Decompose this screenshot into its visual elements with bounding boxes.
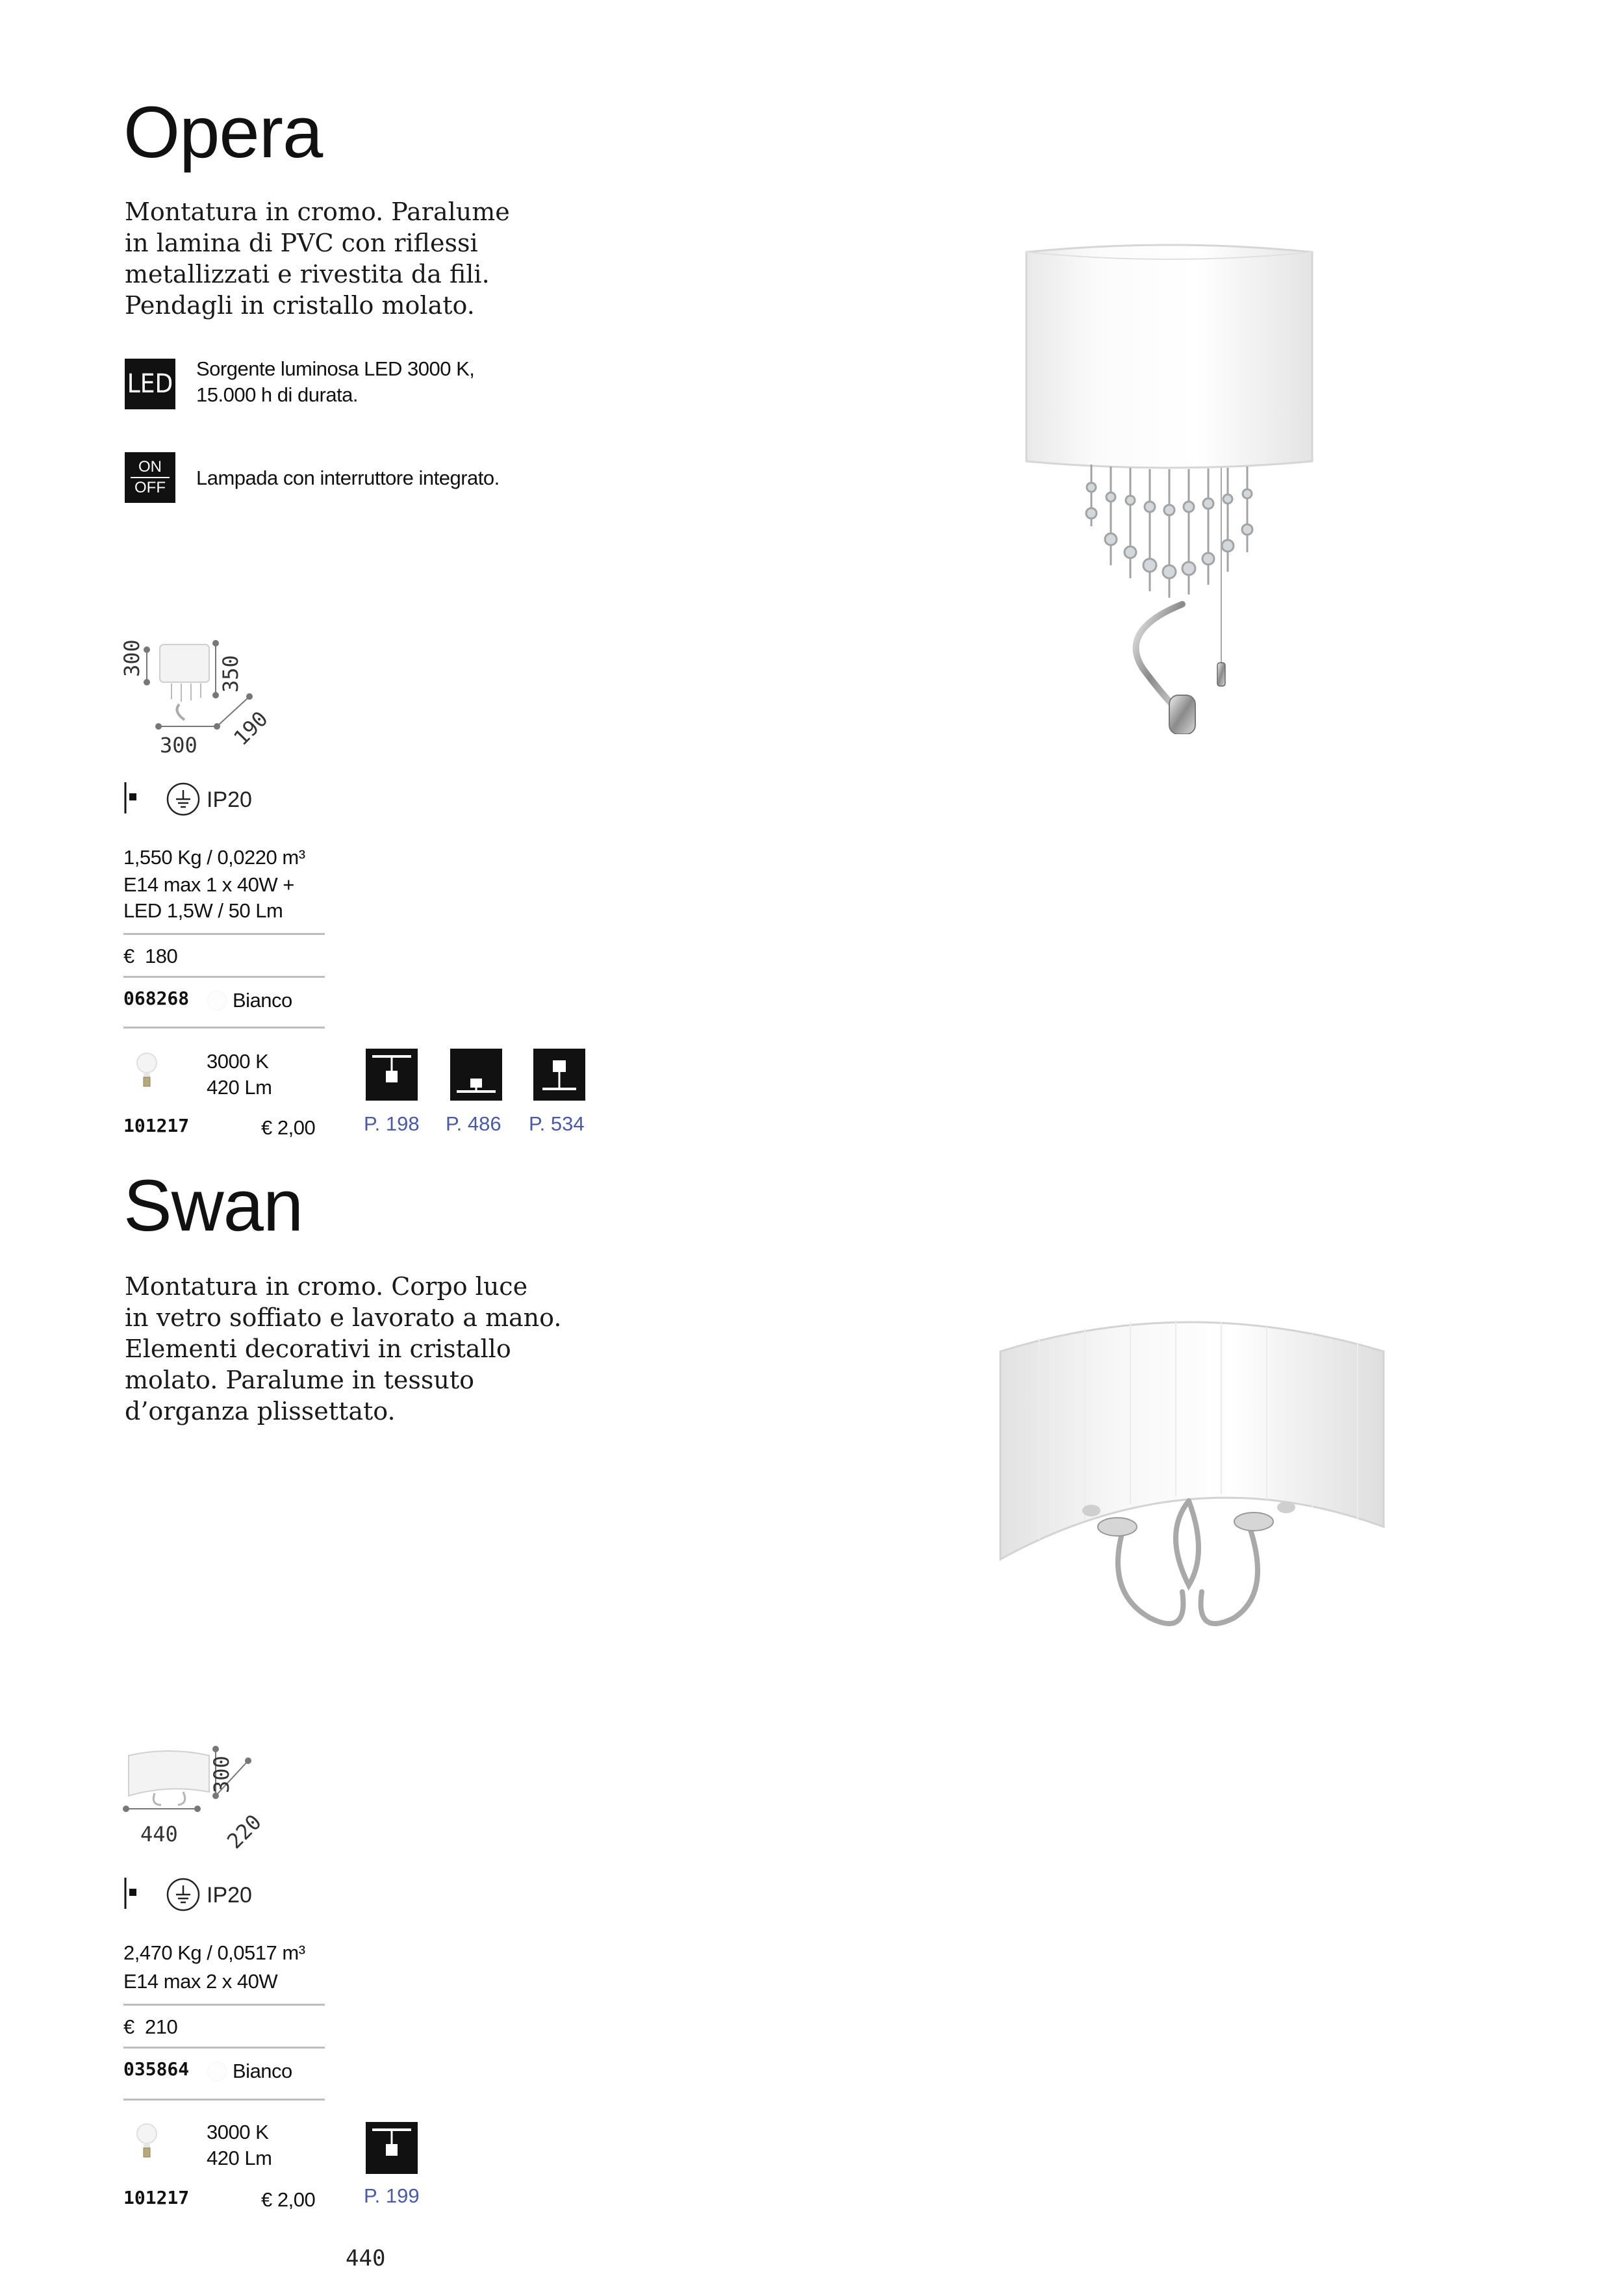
switch-feature-text: Lampada con interruttore integrato.: [196, 466, 500, 489]
swan-bulb-light: [207, 2119, 272, 2171]
divider: [123, 933, 325, 935]
opera-height-left-label: 300: [120, 639, 144, 677]
opera-price: [123, 943, 177, 969]
opera-width-label: 300: [160, 733, 197, 758]
bulb-lumen: 420 Lm: [207, 1076, 272, 1099]
swan-ip-rating: IP20: [207, 1883, 252, 1908]
led-badge-icon: [125, 359, 175, 409]
color-swatch-white: [208, 991, 226, 1010]
opera-depth-label: 190: [229, 706, 273, 750]
swan-weight-volume: 2,470 Kg / 0,0517 m³: [123, 1941, 305, 1964]
bulb-kelvin: 3000 K: [207, 1050, 269, 1073]
opera-description-line: in lamina di PVC con riflessi: [125, 229, 478, 257]
opera-weight-volume: 1,550 Kg / 0,0220 m³: [123, 846, 305, 869]
swan-description-line: d’organza plissettato.: [125, 1397, 396, 1425]
opera-ip-rating: IP20: [207, 787, 252, 812]
swan-description-line: molato. Paralume in tessuto: [125, 1366, 475, 1394]
swan-product-image: [974, 1312, 1403, 1663]
swan-bulb-code: 101217: [123, 2187, 190, 2208]
opera-bulb-price: € 2,00: [261, 1116, 316, 1139]
earth-ground-icon: [165, 1876, 201, 1913]
currency-symbol: €: [123, 945, 134, 967]
swan-variant-code: 035864: [123, 2058, 190, 2080]
wall-mount-icon: [123, 1875, 143, 1911]
swan-depth-label: 220: [222, 1809, 266, 1854]
opera-variant-color: Bianco: [233, 989, 292, 1012]
led-badge-label: LED: [127, 369, 173, 399]
switch-on-label: ON: [138, 458, 162, 476]
swan-description-line: in vetro soffiato e lavorato a mano.: [125, 1303, 562, 1332]
opera-height-right-label: 350: [218, 655, 243, 693]
swan-ref-link[interactable]: P. 199: [364, 2184, 420, 2207]
opera-bulb-spec-line: LED 1,5W / 50 Lm: [123, 899, 283, 922]
led-feature-line: 15.000 h di durata.: [196, 383, 359, 406]
switch-off-label: OFF: [134, 479, 166, 496]
earth-ground-icon: [165, 781, 201, 817]
color-swatch-white: [208, 2062, 226, 2080]
divider: [123, 2099, 325, 2101]
light-bulb-icon: [134, 2121, 160, 2166]
swan-variant-color: Bianco: [233, 2060, 292, 2082]
price-amount: 210: [144, 2015, 178, 2038]
opera-ref-link[interactable]: P. 198: [364, 1112, 420, 1135]
divider: [123, 2047, 325, 2049]
swan-bulb-spec-line: E14 max 2 x 40W: [123, 1970, 278, 1993]
opera-bulb-spec-line: E14 max 1 x 40W +: [123, 873, 294, 896]
price-amount: 180: [144, 945, 178, 967]
pendant-type-icon[interactable]: [366, 2122, 418, 2174]
opera-title: Opera: [123, 92, 323, 173]
table-lamp-type-icon[interactable]: [533, 1049, 585, 1101]
opera-description-line: metallizzati e rivestita da fili.: [125, 260, 490, 288]
divider: [123, 976, 325, 978]
page-number: 440: [346, 2245, 386, 2271]
opera-bulb-light: [207, 1049, 272, 1101]
opera-bulb-spec: [123, 872, 294, 924]
on-off-switch-icon: [125, 452, 175, 503]
swan-description: [125, 1271, 561, 1427]
bulb-kelvin: 3000 K: [207, 2121, 269, 2143]
floor-type-icon[interactable]: [450, 1049, 502, 1101]
opera-bulb-code: 101217: [123, 1115, 190, 1136]
opera-description-line: Pendagli in cristallo molato.: [125, 291, 475, 320]
divider: [123, 1027, 325, 1028]
light-bulb-icon: [134, 1050, 160, 1095]
wall-mount-icon: [123, 780, 143, 816]
swan-description-line: Montatura in cromo. Corpo luce: [125, 1272, 528, 1301]
swan-height-label: 300: [209, 1756, 234, 1793]
opera-ref-link[interactable]: P. 486: [446, 1112, 501, 1135]
bulb-lumen: 420 Lm: [207, 2147, 272, 2169]
led-feature-line: Sorgente luminosa LED 3000 K,: [196, 357, 475, 380]
opera-ref-link[interactable]: P. 534: [529, 1112, 585, 1135]
swan-bulb-price: € 2,00: [261, 2188, 316, 2211]
swan-bulb-spec: [123, 1969, 277, 1995]
opera-description-line: Montatura in cromo. Paralume: [125, 198, 510, 226]
opera-variant-code: 068268: [123, 988, 190, 1009]
currency-symbol: €: [123, 2015, 134, 2038]
pendant-type-icon[interactable]: [366, 1049, 418, 1101]
opera-description: [125, 196, 510, 321]
divider: [123, 2004, 325, 2006]
swan-price: [123, 2014, 177, 2040]
opera-product-image: [1013, 240, 1325, 734]
swan-width-label: 440: [140, 1822, 178, 1846]
swan-title: Swan: [123, 1165, 303, 1246]
swan-description-line: Elementi decorativi in cristallo: [125, 1335, 511, 1363]
led-feature-text: [196, 356, 474, 408]
